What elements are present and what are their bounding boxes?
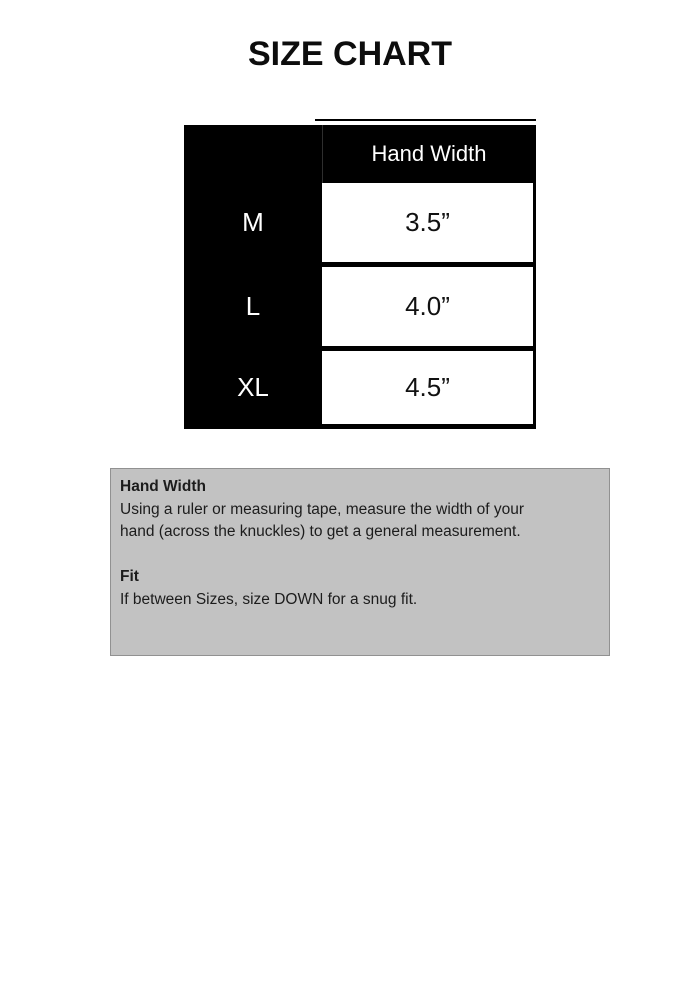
size-label-xl: XL [237,372,269,402]
info-blank-line [120,544,599,567]
hand-width-value-xl: 4.5” [322,351,533,424]
page-title: SIZE CHART [248,35,452,73]
info-heading-fit: Fit [120,568,139,585]
info-text-line: hand (across the knuckles) to get a general measurement. [120,523,521,540]
size-chart-table [184,125,536,429]
measurement-info-box [110,468,610,656]
hand-width-value-l: 4.0” [322,267,533,346]
info-text-line: If between Sizes, size DOWN for a snug fit. [120,590,418,608]
size-label-m: M [242,207,264,237]
info-text-line: Using a ruler or measuring tape, measure the width of your [120,500,525,518]
size-label-l: L [245,291,261,321]
table-top-border [315,119,536,121]
info-heading-hand-width: Hand Width [120,478,206,495]
column-header-hand-width: Hand Width [371,141,487,166]
hand-width-value-m: 3.5” [322,183,533,262]
